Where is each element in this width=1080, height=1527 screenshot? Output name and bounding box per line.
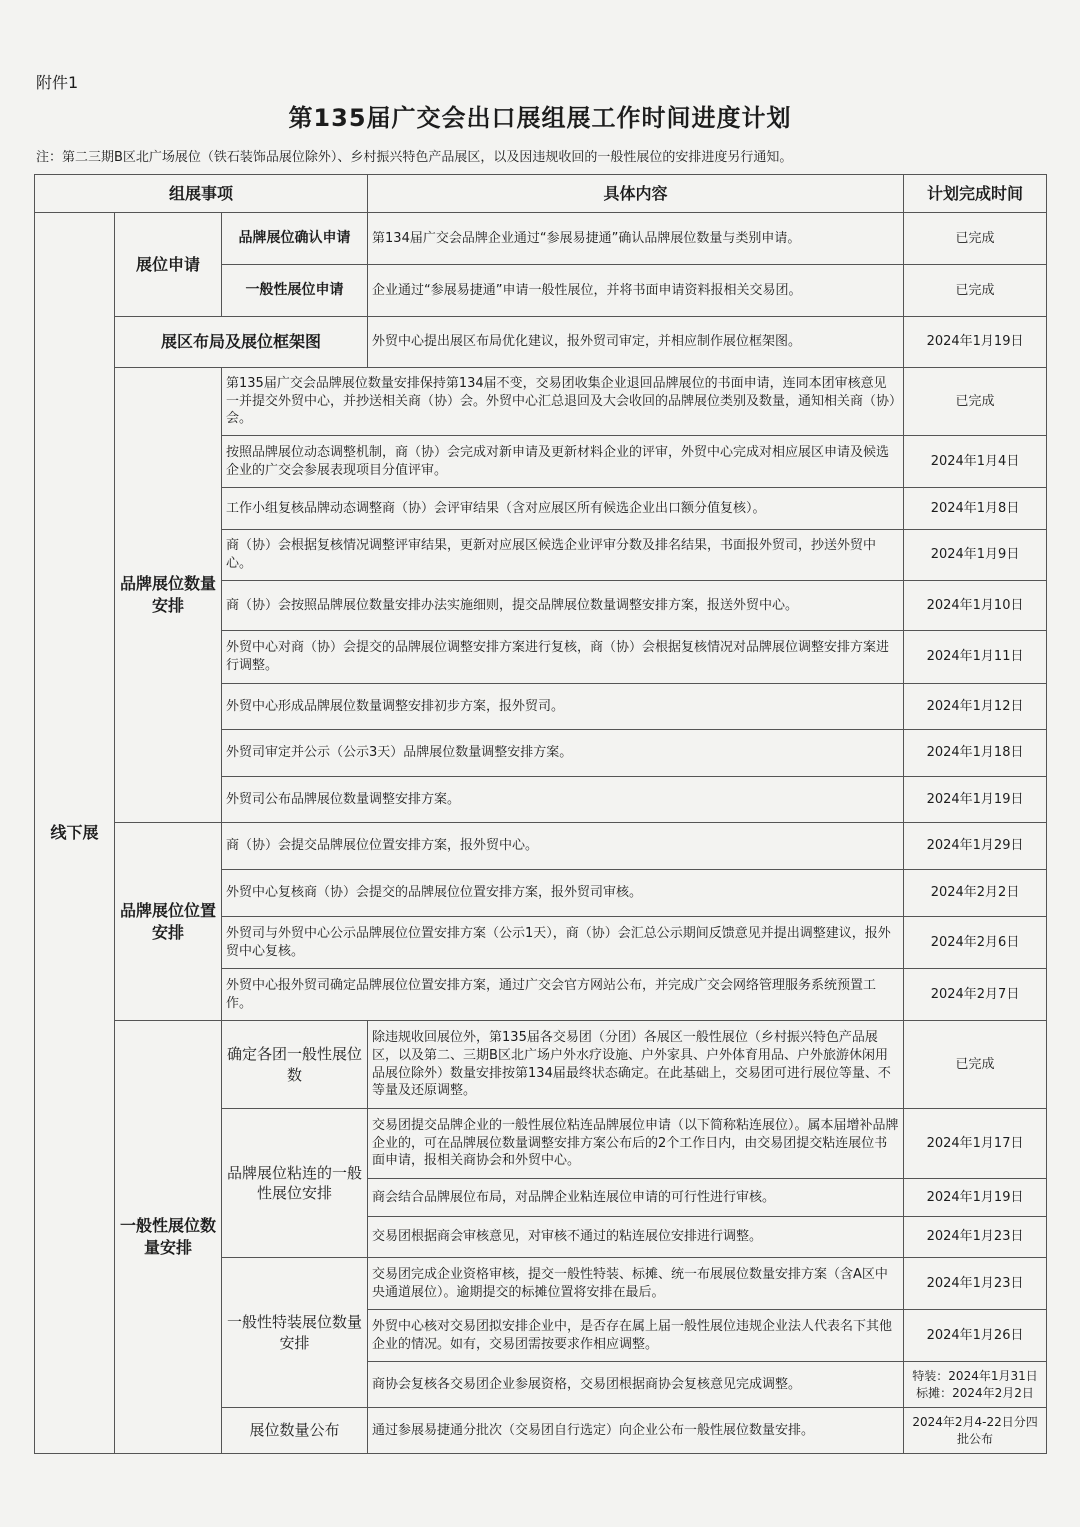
content-cell: 工作小组复核品牌动态调整商（协）会评审结果（含对应展区所有候选企业出口额分值复核）。 <box>222 488 904 530</box>
offline-category: 线下展 <box>35 213 115 1454</box>
schedule-table <box>34 174 1047 1454</box>
subitem-label: 确定各团一般性展位数 <box>222 1021 368 1109</box>
content-cell: 商（协）会提交品牌展位位置安排方案，报外贸中心。 <box>222 823 904 870</box>
section-brand-quantity: 品牌展位数量安排 <box>115 368 222 823</box>
header-item: 组展事项 <box>35 175 368 213</box>
date-cell: 2024年1月4日 <box>904 436 1047 488</box>
content-cell: 交易团根据商会审核意见，对审核不通过的粘连展位安排进行调整。 <box>368 1217 904 1258</box>
date-cell: 2024年1月19日 <box>904 1179 1047 1217</box>
subitem-label: 一般性特装展位数量安排 <box>222 1258 368 1408</box>
date-cell: 2024年1月23日 <box>904 1258 1047 1310</box>
page-title: 第135届广交会出口展组展工作时间进度计划 <box>288 104 792 132</box>
content-cell: 外贸司与外贸中心公示品牌展位位置安排方案（公示1天），商（协）会汇总公示期间反馈意见并提出调整建议，报外贸中心复核。 <box>222 917 904 969</box>
content-cell: 商会结合品牌展位布局，对品牌企业粘连展位申请的可行性进行审核。 <box>368 1179 904 1217</box>
date-cell: 2024年1月8日 <box>904 488 1047 530</box>
note-text: 注：第二三期B区北广场展位（铁石装饰品展位除外）、乡村振兴特色产品展区，以及因违规收回的一般性展位的安排进度另行通知。 <box>36 150 793 165</box>
section-booth-application: 展位申请 <box>115 213 222 317</box>
subitem-label: 展位数量公布 <box>222 1408 368 1454</box>
content-cell: 通过参展易捷通分批次（交易团自行选定）向企业公布一般性展位数量安排。 <box>368 1408 904 1454</box>
content-cell: 外贸司公布品牌展位数量调整安排方案。 <box>222 777 904 823</box>
date-cell: 2024年2月7日 <box>904 969 1047 1021</box>
date-cell: 2024年1月29日 <box>904 823 1047 870</box>
date-cell: 2024年1月19日 <box>904 777 1047 823</box>
content-cell: 按照品牌展位动态调整机制，商（协）会完成对新申请及更新材料企业的评审，外贸中心完成对相应展区申请及候选企业的广交会参展表现项目分值评审。 <box>222 436 904 488</box>
content-cell: 交易团提交品牌企业的一般性展位粘连品牌展位申请（以下简称粘连展位）。属本届增补品牌企业的，可在品牌展位数量调整安排方案公布后的2个工作日内，由交易团提交粘连展位书面申请，报相关商协会和外贸中心。 <box>368 1109 904 1179</box>
date-cell: 已完成 <box>904 213 1047 265</box>
date-cell: 2024年2月6日 <box>904 917 1047 969</box>
content-cell: 第134届广交会品牌企业通过“参展易捷通”确认品牌展位数量与类别申请。 <box>368 213 904 265</box>
date-cell: 2024年1月26日 <box>904 1310 1047 1362</box>
date-standard: 标摊：2024年2月2日 <box>916 1385 1034 1400</box>
section-general-quantity: 一般性展位数量安排 <box>115 1021 222 1454</box>
date-cell: 2024年1月18日 <box>904 730 1047 777</box>
date-cell: 2024年2月4-22日分四批公布 <box>904 1408 1047 1454</box>
table-row <box>35 1021 1047 1109</box>
section-layout: 展区布局及展位框架图 <box>115 317 368 368</box>
table-header-row <box>35 175 1047 213</box>
content-cell: 外贸中心对商（协）会提交的品牌展位调整安排方案进行复核，商（协）会根据复核情况对品牌展位调整安排方案进行调整。 <box>222 631 904 684</box>
subitem-label: 品牌展位粘连的一般性展位安排 <box>222 1109 368 1258</box>
subitem-label: 品牌展位确认申请 <box>222 213 368 265</box>
content-cell: 外贸中心提出展区布局优化建议，报外贸司审定，并相应制作展位框架图。 <box>368 317 904 368</box>
content-cell: 商（协）会按照品牌展位数量安排办法实施细则，提交品牌展位数量调整安排方案，报送外贸中心。 <box>222 581 904 631</box>
date-cell: 已完成 <box>904 1021 1047 1109</box>
content-cell: 外贸中心形成品牌展位数量调整安排初步方案，报外贸司。 <box>222 684 904 730</box>
header-content: 具体内容 <box>368 175 904 213</box>
content-cell: 交易团完成企业资格审核，提交一般性特装、标摊、统一布展展位数量安排方案（含A区中央通道展位）。逾期提交的标摊位置将安排在最后。 <box>368 1258 904 1310</box>
date-cell: 已完成 <box>904 265 1047 317</box>
attachment-label: 附件1 <box>36 73 79 92</box>
header-date: 计划完成时间 <box>904 175 1047 213</box>
date-cell: 已完成 <box>904 368 1047 436</box>
content-cell: 商协会复核各交易团企业参展资格，交易团根据商协会复核意见完成调整。 <box>368 1362 904 1408</box>
date-cell: 2024年2月2日 <box>904 870 1047 917</box>
section-brand-position: 品牌展位位置安排 <box>115 823 222 1021</box>
date-cell: 2024年1月19日 <box>904 317 1047 368</box>
table-row <box>35 213 1047 265</box>
content-cell: 外贸司审定并公示（公示3天）品牌展位数量调整安排方案。 <box>222 730 904 777</box>
table-row <box>35 317 1047 368</box>
content-cell: 外贸中心复核商（协）会提交的品牌展位位置安排方案，报外贸司审核。 <box>222 870 904 917</box>
table-row <box>35 823 1047 870</box>
content-cell: 除违规收回展位外，第135届各交易团（分团）各展区一般性展位（乡村振兴特色产品展区，以及第二、三期B区北广场户外水疗设施、户外家具、户外体育用品、户外旅游休闲用品展位除外）数量安排按第134届最终状态确定。在此基础上，交易团可进行展位等量、不等量及还原调整。 <box>368 1021 904 1109</box>
date-cell: 2024年1月17日 <box>904 1109 1047 1179</box>
date-cell: 2024年1月11日 <box>904 631 1047 684</box>
content-cell: 外贸中心报外贸司确定品牌展位位置安排方案，通过广交会官方网站公布，并完成广交会网络管理服务系统预置工作。 <box>222 969 904 1021</box>
content-cell: 第135届广交会品牌展位数量安排保持第134届不变，交易团收集企业退回品牌展位的书面申请，连同本团审核意见一并提交外贸中心，并抄送相关商（协）会。外贸中心汇总退回及大会收回的品牌展位类别及数量，通知相关商（协）会。 <box>222 368 904 436</box>
date-cell <box>904 1362 1047 1408</box>
content-cell: 商（协）会根据复核情况调整评审结果，更新对应展区候选企业评审分数及排名结果，书面报外贸司，抄送外贸中心。 <box>222 530 904 581</box>
date-cell: 2024年1月12日 <box>904 684 1047 730</box>
content-cell: 外贸中心核对交易团拟安排企业中，是否存在属上届一般性展位违规企业法人代表名下其他企业的情况。如有，交易团需按要求作相应调整。 <box>368 1310 904 1362</box>
date-cell: 2024年1月10日 <box>904 581 1047 631</box>
subitem-label: 一般性展位申请 <box>222 265 368 317</box>
content-cell: 企业通过“参展易捷通”申请一般性展位，并将书面申请资料报相关交易团。 <box>368 265 904 317</box>
table-row <box>35 368 1047 436</box>
date-cell: 2024年1月23日 <box>904 1217 1047 1258</box>
date-cell: 2024年1月9日 <box>904 530 1047 581</box>
date-special: 特装：2024年1月31日 <box>912 1369 1038 1384</box>
